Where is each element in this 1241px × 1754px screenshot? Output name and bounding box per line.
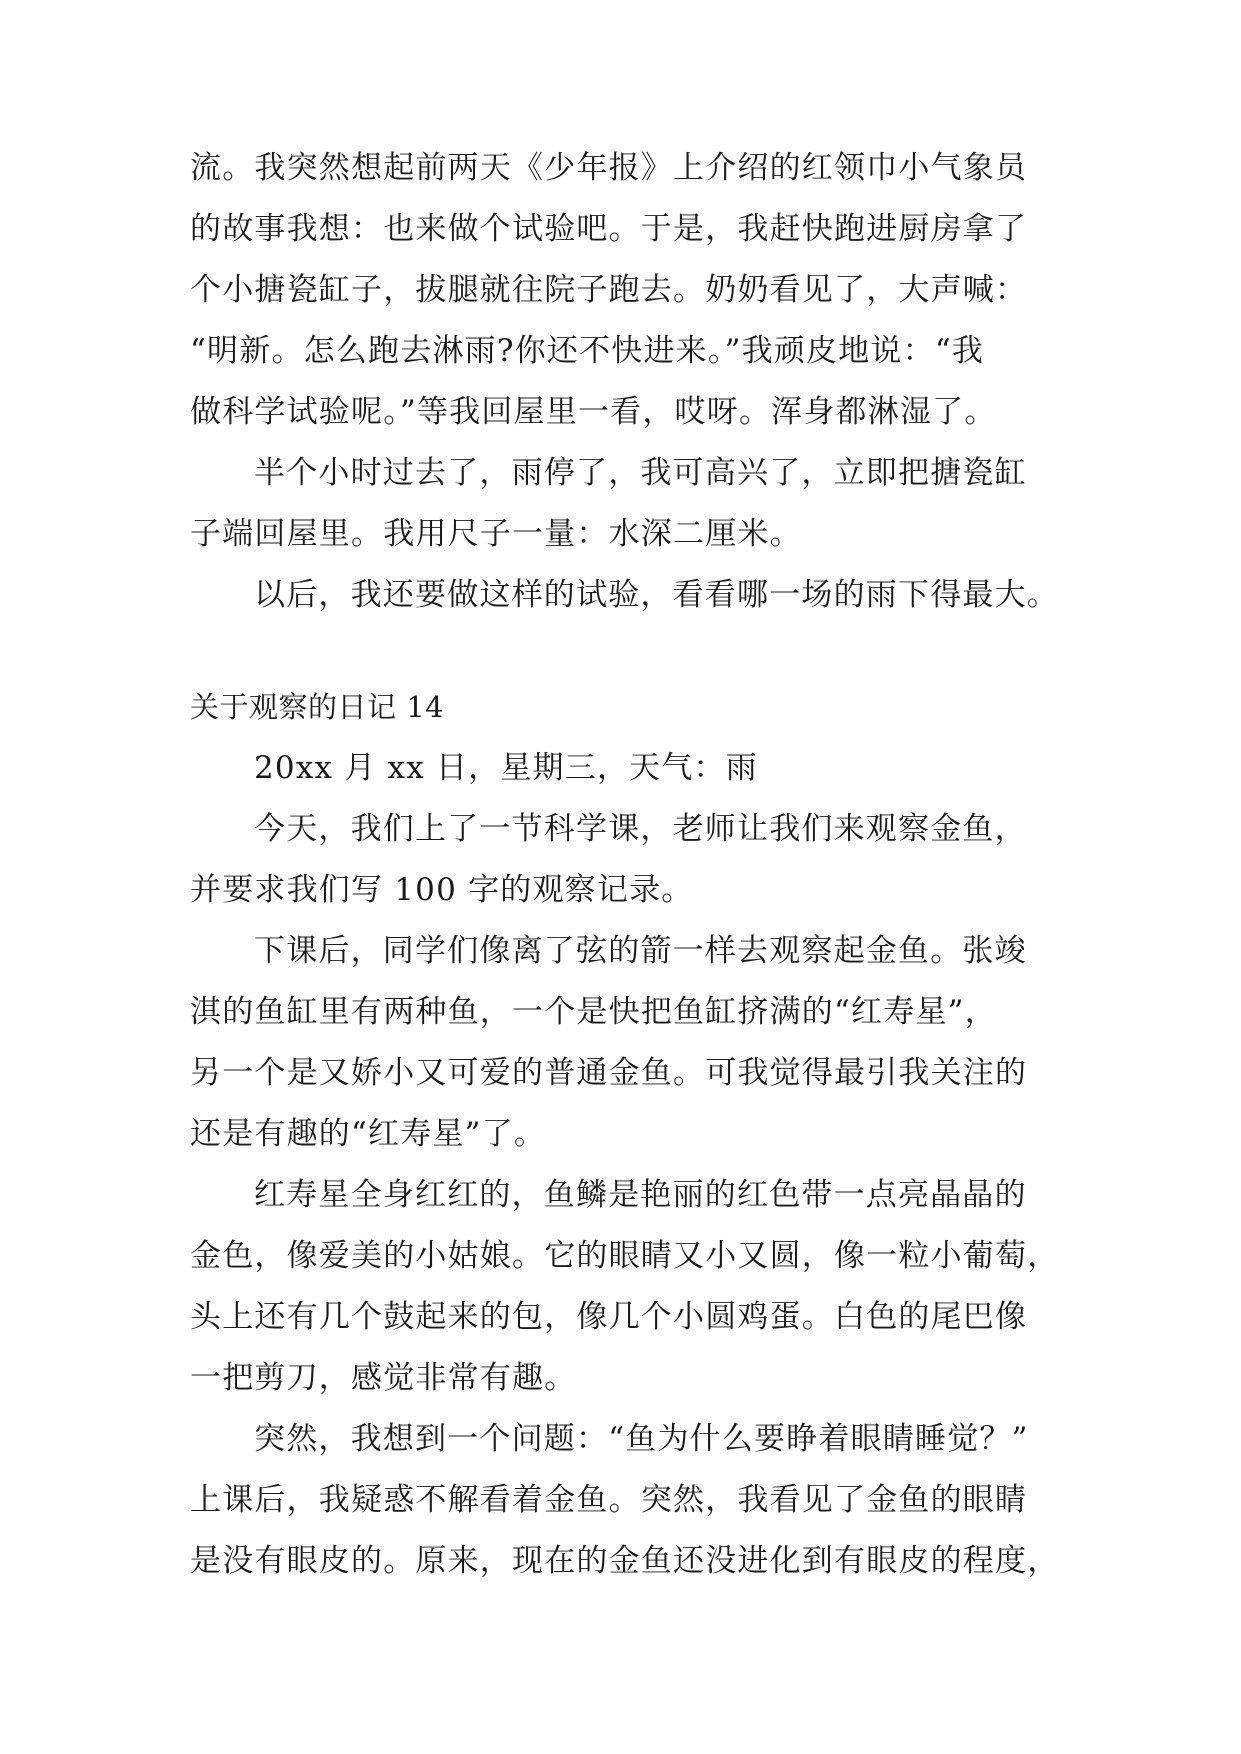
paragraph-line: 上课后，我疑惑不解看着金鱼。突然，我看见了金鱼的眼睛 — [190, 1482, 1028, 1518]
paragraph-line: 头上还有几个鼓起来的包，像几个小圆鸡蛋。白色的尾巴像 — [190, 1299, 1028, 1335]
paragraph-line: “明新。怎么跑去淋雨?你还不快进来。”我顽皮地说：“我 — [190, 333, 985, 369]
paragraph-line: 一把剪刀，感觉非常有趣。 — [190, 1360, 577, 1396]
paragraph-line: 流。我突然想起前两天《少年报》上介绍的红领巾小气象员 — [190, 150, 1028, 186]
paragraph-line: 红寿星全身红红的，鱼鳞是艳丽的红色带一点亮晶晶的 — [254, 1177, 1027, 1213]
paragraph-line: 做科学试验呢。”等我回屋里一看，哎呀。浑身都淋湿了。 — [190, 394, 997, 430]
paragraph-line: 以后，我还要做这样的试验，看看哪一场的雨下得最大。 — [254, 577, 1059, 613]
paragraph-line: 半个小时过去了，雨停了，我可高兴了，立即把搪瓷缸 — [254, 455, 1027, 491]
paragraph-line: 个小搪瓷缸子，拔腿就往院子跑去。奶奶看见了，大声喊： — [190, 272, 1028, 308]
paragraph-line: 子端回屋里。我用尺子一量：水深二厘米。 — [190, 516, 802, 552]
section-title: 关于观察的日记 14 — [190, 690, 445, 724]
paragraph-line: 淇的鱼缸里有两种鱼，一个是快把鱼缸挤满的“红寿星”， — [190, 994, 997, 1030]
paragraph-line: 今天，我们上了一节科学课，老师让我们来观察金鱼， — [254, 811, 1027, 847]
paragraph-line: 下课后，同学们像离了弦的箭一样去观察起金鱼。张竣 — [254, 933, 1027, 969]
paragraph-line: 另一个是又娇小又可爱的普通金鱼。可我觉得最引我关注的 — [190, 1055, 1028, 1091]
paragraph-line: 金色，像爱美的小姑娘。它的眼睛又小又圆，像一粒小葡萄， — [190, 1238, 1060, 1274]
paragraph-line: 还是有趣的“红寿星”了。 — [190, 1116, 547, 1152]
paragraph-line: 的故事我想：也来做个试验吧。于是，我赶快跑进厨房拿了 — [190, 211, 1028, 247]
paragraph-line: 并要求我们写 100 字的观察记录。 — [190, 872, 694, 908]
paragraph-line: 突然，我想到一个问题：“鱼为什么要睁着眼睛睡觉？” — [254, 1421, 1029, 1457]
paragraph-line: 是没有眼皮的。原来，现在的金鱼还没进化到有眼皮的程度， — [190, 1543, 1060, 1579]
date-line: 20xx 月 xx 日，星期三，天气：雨 — [254, 750, 758, 786]
